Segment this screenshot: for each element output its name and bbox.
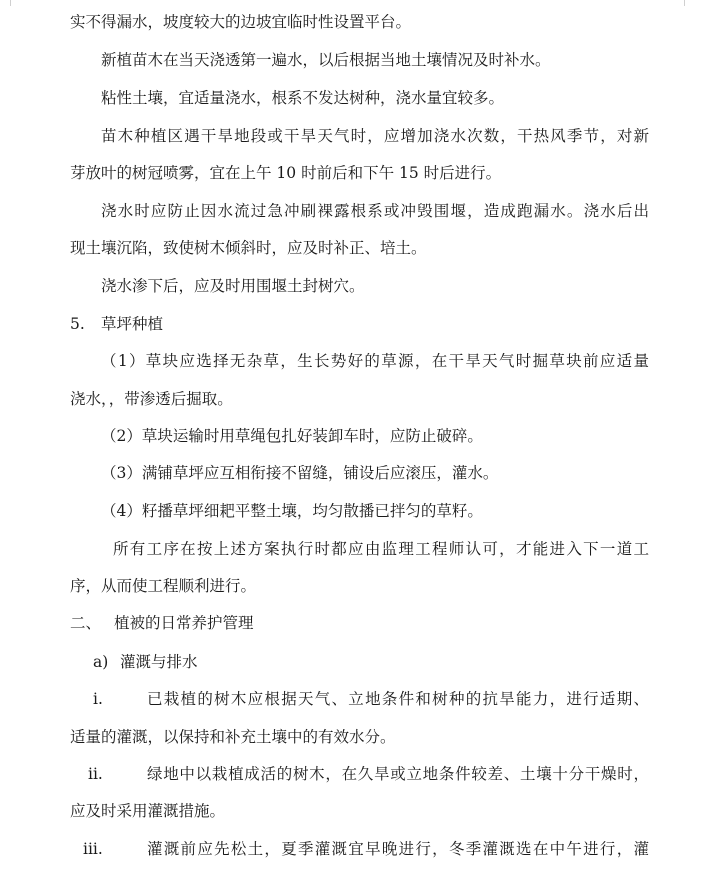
paragraph-line: 所有工序在按上述方案执行时都应由监理工程师认可，才能进入下一道工 <box>113 540 649 558</box>
paragraph-line: 粘性土壤，宜适量浇水，根系不发达树种，浇水量宜较多。 <box>101 89 505 107</box>
heading-text: 草坪种植 <box>101 315 164 333</box>
list-item: （3）满铺草坪应互相衔接不留缝，铺设后应滚压，灌水。 <box>101 464 499 482</box>
paragraph-line: 浇水渗下后，应及时用围堰土封树穴。 <box>101 277 365 295</box>
heading-text: 植被的日常养护管理 <box>114 614 254 632</box>
paragraph-line: 现土壤沉陷，致使树木倾斜时，应及时补正、培土。 <box>70 239 427 257</box>
paragraph-line: 序，从而使工程顺利进行。 <box>70 577 257 595</box>
list-item-continued: 浇水，，带渗透后掘取。 <box>70 390 233 408</box>
page-corner-mark-left <box>10 0 27 6</box>
paragraph-line: 芽放叶的树冠喷雾，宜在上午 10 时前后和下午 15 时后进行。 <box>70 164 502 182</box>
page-corner-mark-right <box>668 0 685 6</box>
paragraph-line: 新植苗木在当天浇透第一遍水，以后根据当地土壤情况及时补水。 <box>101 51 551 69</box>
roman-list-number: ii. <box>88 765 103 783</box>
heading-number: 二、 <box>70 614 102 632</box>
subsection-heading-a <box>93 652 198 672</box>
heading-text: 灌溉与排水 <box>120 653 198 671</box>
roman-list-item-continued: 应及时采用灌溉措施。 <box>70 802 226 820</box>
roman-list-number: i. <box>93 690 103 708</box>
paragraph-line: 实不得漏水，坡度较大的边坡宜临时性设置平台。 <box>70 13 412 31</box>
paragraph-line: 浇水时应防止因水流过急冲刷裸露根系或冲毁围堰，造成跑漏水。浇水后出 <box>101 202 649 220</box>
heading-number: a) <box>93 653 109 671</box>
roman-list-item: 已栽植的树木应根据天气、立地条件和树种的抗旱能力，进行适期、 <box>147 690 649 708</box>
roman-list-item-continued: 适量的灌溉，以保持和补充土壤中的有效水分。 <box>70 728 396 746</box>
section-heading-2 <box>70 613 254 633</box>
roman-list-number: iii. <box>83 840 103 858</box>
heading-number: 5. <box>70 315 85 333</box>
list-item: （1）草块应选择无杂草，生长势好的草源，在干旱天气时掘草块前应适量 <box>101 352 649 370</box>
list-item: （4）籽播草坪细耙平整土壤，均匀散播已拌匀的草籽。 <box>101 502 483 520</box>
section-heading-5 <box>70 314 163 334</box>
list-item: （2）草块运输时用草绳包扎好装卸车时，应防止破碎。 <box>101 427 483 445</box>
roman-list-item: 绿地中以栽植成活的树木，在久旱或立地条件较差、土壤十分干燥时， <box>147 765 649 783</box>
paragraph-line: 苗木种植区遇干旱地段或干旱天气时，应增加浇水次数，干热风季节，对新 <box>101 127 649 145</box>
roman-list-item: 灌溉前应先松土，夏季灌溉宜早晚进行，冬季灌溉选在中午进行，灌 <box>147 840 649 858</box>
